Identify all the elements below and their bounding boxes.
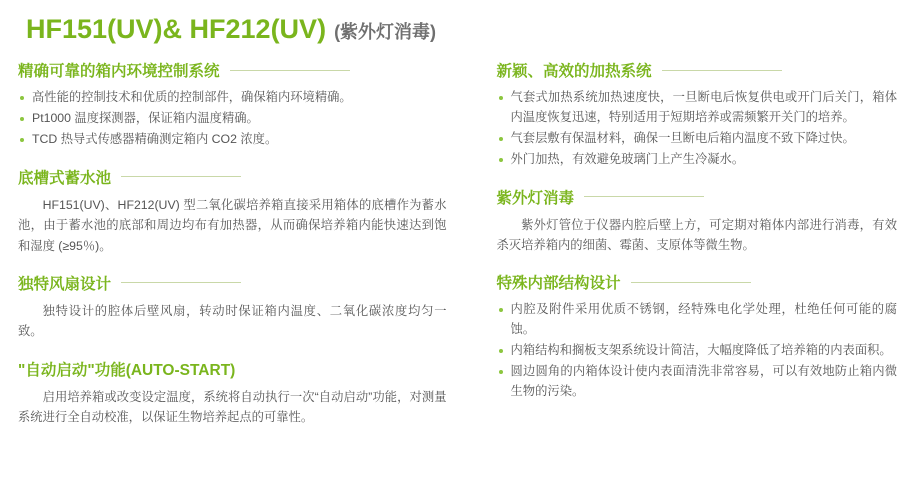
left-column: [18, 59, 461, 440]
paragraph: HF151(UV)、HF212(UV) 型二氧化碳培养箱直接采用箱体的底槽作为蓄水池，由于蓄水池的底部和周边均布有加热器，从而确保培养箱内能快速达到饱和湿度 (≥95％)。: [18, 197, 447, 253]
list-item: 内腔及附件采用优质不锈钢，经特殊电化学处理，杜绝任何可能的腐蚀。: [497, 300, 898, 340]
section-title: 新颖、高效的加热系统: [496, 63, 652, 80]
heading-rule: [631, 282, 751, 283]
section-title: 独特风扇设计: [18, 275, 112, 293]
section-heading: [18, 272, 447, 294]
paragraph: 紫外灯管位于仪器内腔后壁上方，可定期对箱体内部进行消毒，有效杀灭培养箱内的细菌、霉菌、支原体等微生物。: [496, 217, 897, 253]
heading-rule: [230, 70, 350, 71]
heading-rule: [584, 196, 704, 197]
page-title-sub: (紫外灯消毒): [334, 22, 437, 42]
list-item: 气套式加热系统加热速度快，一旦断电后恢复供电或开门后关门，箱体内温度恢复迅速，特别适用于短期培养或需频繁开关门的培养。: [497, 88, 898, 128]
list-item: 气套层敷有保温材料，确保一旦断电后箱内温度不致下降过快。: [497, 129, 898, 149]
list-item: 高性能的控制技术和优质的控制部件，确保箱内环境精确。: [18, 88, 447, 108]
section-auto-start: [18, 358, 447, 428]
heading-rule: [121, 176, 241, 177]
heading-rule: [662, 70, 782, 71]
section-water-reservoir: [18, 166, 447, 256]
section-uv-disinfection: [497, 186, 898, 256]
section-title: "自动启动"功能(AUTO-START): [18, 361, 236, 379]
section-title: 精确可靠的箱内环境控制系统: [18, 63, 220, 80]
section-interior-structure: [497, 271, 898, 402]
paragraph: 独特设计的腔体后壁风扇，转动时保证箱内温度、二氧化碳浓度均匀一致。: [18, 303, 447, 339]
list-item: 外门加热，有效避免玻璃门上产生冷凝水。: [497, 150, 898, 170]
section-heading: [18, 358, 447, 380]
section-heading: [18, 59, 447, 81]
section-heating-system: [497, 59, 898, 170]
list-item: Pt1000 温度探测器，保证箱内温度精确。: [18, 109, 447, 129]
section-fan-design: [18, 272, 447, 342]
section-heading: [497, 59, 898, 81]
list-item: 内箱结构和搁板支架系统设计简洁，大幅度降低了培养箱的内表面积。: [497, 341, 898, 361]
content-columns: [18, 59, 903, 440]
section-heading: [497, 186, 898, 208]
section-title: 紫外灯消毒: [496, 189, 575, 207]
section-environment-control: [18, 59, 447, 150]
section-heading: [18, 166, 447, 188]
page-title: [18, 14, 903, 45]
section-heading: [497, 271, 898, 293]
list-item: TCD 热导式传感器精确测定箱内 CO2 浓度。: [18, 130, 447, 150]
section-title: 底槽式蓄水池: [18, 169, 112, 187]
bullet-list: [18, 88, 447, 150]
list-item: 圆边圆角的内箱体设计使内表面清洗非常容易，可以有效地防止箱内微生物的污染。: [497, 362, 898, 402]
bullet-list: [497, 88, 898, 170]
paragraph: 启用培养箱或改变设定温度，系统将自动执行一次“自动启动”功能，对测量系统进行全自动校准，以保证生物培养起点的可靠性。: [18, 389, 447, 425]
page-title-main: HF151(UV)& HF212(UV): [26, 14, 327, 44]
section-title: 特殊内部结构设计: [496, 275, 621, 293]
bullet-list: [497, 300, 898, 402]
right-column: [461, 59, 904, 440]
heading-rule: [121, 282, 241, 283]
